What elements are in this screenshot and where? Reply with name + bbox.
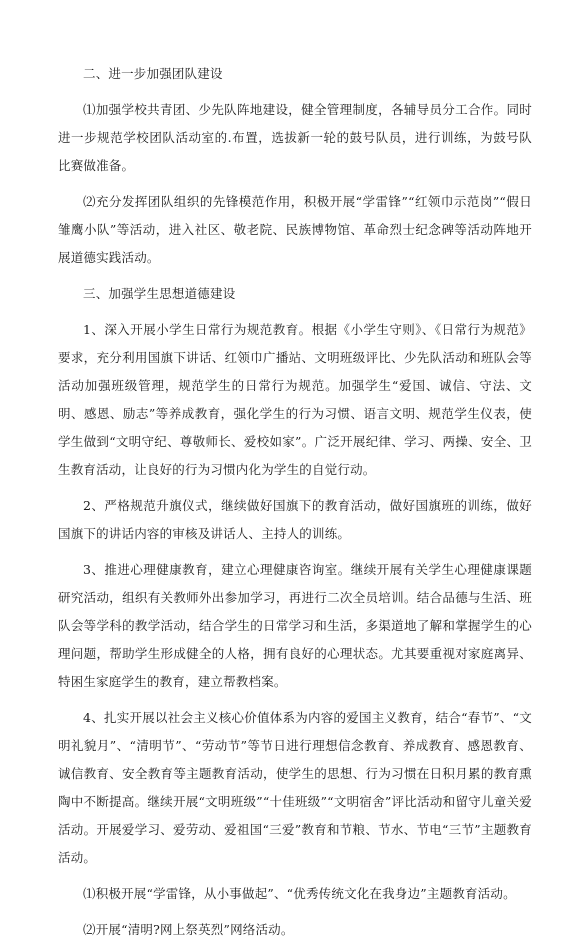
section-heading-3: 三、加强学生思想道德建设 xyxy=(83,286,236,301)
paragraph-team-position: ⑴加强学校共青团、少先队阵地建设，健全管理制度，各辅导员分工合作。同时进一步规范学校团队活动室的.布置，选拔新一轮的鼓号队员，进行训练，为鼓号队比赛做准备。 xyxy=(58,102,532,173)
section-heading-2: 二、进一步加强团队建设 xyxy=(83,66,223,81)
paragraph-flag-ceremony: 2、严格规范升旗仪式，继续做好国旗下的教育活动，做好国旗班的训练，做好国旗下的讲话内容的审核及讲话人、主持人的训练。 xyxy=(58,498,532,541)
paragraph-learn-leifeng: ⑴积极开展“学雷锋，从小事做起”、“优秀传统文化在我身边”主题教育活动。 xyxy=(83,886,516,901)
paragraph-behavior-norms: 1、深入开展小学生日常行为规范教育。根据《小学生守则》、《日常行为规范》要求，充分利用国旗下讲话、红领巾广播站、文明班级评比、少先队活动和班队会等活动加强班级管理，规范学生的日常行为规范。加强学生“爱国、诚信、守法、文明、感恩、励志”等养成教育，强化学生的行为习惯、语言文明、规范学生仪表，使学生做到“文明守纪、尊敬师长、爱校如家”。广泛开展纪律、学习、两操、安全、卫生教育活动，让良好的行为习惯内化为学生的自觉行动。 xyxy=(58,322,532,477)
paragraph-mental-health: 3、推进心理健康教育，建立心理健康咨询室。继续开展有关学生心理健康课题研究活动，组织有关教师外出参加学习，再进行二次全员培训。结合品德与生活、班队会等学科的教学活动，结合学生的日常学习和生活，多渠道地了解和掌握学生的心理问题，帮助学生形成健全的人格，拥有良好的心理状态。尤其要重视对家庭离异、特困生家庭学生的教育，建立帮教档案。 xyxy=(58,562,532,689)
paragraph-qingming-online: ⑵开展“清明?网上祭英烈”网络活动。 xyxy=(83,922,294,937)
paragraph-patriotic-education: 4、扎实开展以社会主义核心价值体系为内容的爱国主义教育，结合“春节”、“文明礼貌月”、“清明节”、“劳动节”等节日进行理想信念教育、养成教育、感恩教育、诚信教育、安全教育等主题教育活动，使学生的思想、行为习惯在日积月累的教育熏陶中不断提高。继续开展“文明班级”“十佳班级”“文明宿舍”评比活动和留守儿童关爱活动。开展爱学习、爱劳动、爱祖国“三爱”教育和节粮、节水、节电“三节”主题教育活动。 xyxy=(58,710,532,865)
paragraph-team-role: ⑵充分发挥团队组织的先锋模范作用，积极开展“学雷锋”“红领巾示范岗”“假日雏鹰小队”等活动，进入社区、敬老院、民族博物馆、革命烈士纪念碑等活动阵地开展道德实践活动。 xyxy=(58,194,532,265)
